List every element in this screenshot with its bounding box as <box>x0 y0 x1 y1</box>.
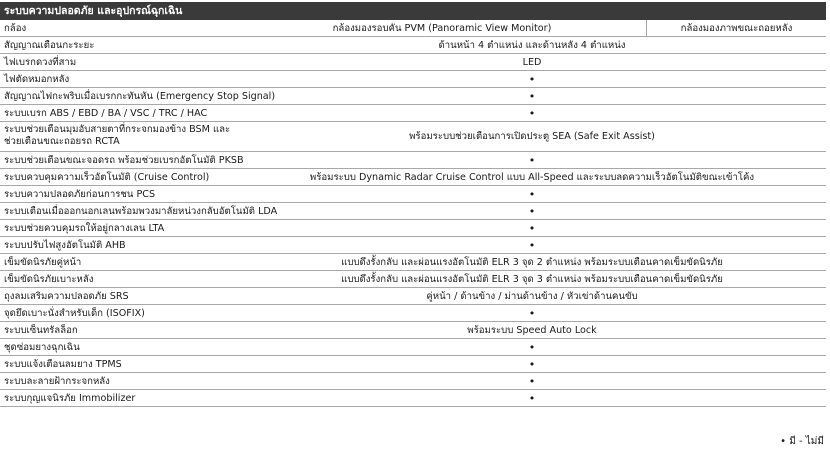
spec-row <box>0 288 826 305</box>
spec-label: จุดยึดเบาะนั่งสำหรับเด็ก (ISOFIX) <box>4 308 145 319</box>
spec-row <box>0 373 826 390</box>
spec-rows <box>0 37 826 407</box>
spec-row <box>0 54 826 71</box>
spec-row <box>0 88 826 105</box>
spec-row <box>0 71 826 88</box>
spec-row <box>0 169 826 186</box>
spec-value: • <box>528 222 536 235</box>
spec-row <box>0 322 826 339</box>
spec-label: ระบบช่วยเตือนขณะจอดรถ พร้อมช่วยเบรกอัตโนมัติ PKSB <box>4 155 244 166</box>
section-header: ระบบความปลอดภัย และอุปกรณ์ฉุกเฉิน <box>0 2 826 20</box>
spec-label: ไฟเบรกดวงที่สาม <box>4 57 77 68</box>
spec-value: คู่หน้า / ด้านข้าง / ม่านด้านข้าง / หัวเข่าด้านคนขับ <box>426 291 638 302</box>
spec-label: ระบบช่วยควบคุมรถให้อยู่กลางเลน LTA <box>4 223 165 234</box>
spec-label: เข็มขัดนิรภัยเบาะหลัง <box>4 274 94 285</box>
camera-label: กล้อง <box>4 23 27 34</box>
spec-value: พร้อมระบบ Speed Auto Lock <box>467 325 597 336</box>
spec-label: เข็มขัดนิรภัยคู่หน้า <box>4 257 82 268</box>
spec-label: ระบบช่วยเตือนมุมอับสายตาที่กระจกมองข้าง BSM และช่วยเตือนขณะถอยรถ RCTA <box>4 124 231 147</box>
spec-value: • <box>528 341 536 354</box>
spec-value: พร้อมระบบช่วยเตือนการเปิดประตู SEA (Safe Exit Assist) <box>409 131 655 142</box>
spec-value: • <box>528 154 536 167</box>
spec-label: สัญญาณไฟกะพริบเมื่อเบรกกะทันหัน (Emergency Stop Signal) <box>4 91 276 102</box>
spec-row <box>0 339 826 356</box>
spec-value: • <box>528 239 536 252</box>
spec-row <box>0 220 826 237</box>
spec-row <box>0 122 826 152</box>
spec-label: ระบบปรับไฟสูงอัตโนมัติ AHB <box>4 240 126 251</box>
spec-value: • <box>528 392 536 405</box>
spec-label: ระบบกุญแจนิรภัย Immobilizer <box>4 393 136 404</box>
legend: • มี - ไม่มี <box>780 436 824 447</box>
spec-label: ระบบเตือนเมื่อออกนอกเลนพร้อมพวงมาลัยหน่วงกลับอัตโนมัติ LDA <box>4 206 278 217</box>
spec-value: • <box>528 73 536 86</box>
spec-row <box>0 105 826 122</box>
spec-label: ระบบควบคุมความเร็วอัตโนมัติ (Cruise Control) <box>4 172 210 183</box>
spec-label: ระบบละลายฝ้ากระจกหลัง <box>4 376 110 387</box>
spec-row <box>0 305 826 322</box>
spec-row <box>0 356 826 373</box>
spec-label: ระบบเบรก ABS / EBD / BA / VSC / TRC / HAC <box>4 108 208 119</box>
spec-row <box>0 237 826 254</box>
spec-value: • <box>528 307 536 320</box>
spec-row <box>0 271 826 288</box>
spec-label: ระบบเซ็นทรัลล็อก <box>4 325 78 336</box>
spec-value: • <box>528 188 536 201</box>
spec-row <box>0 390 826 407</box>
spec-row <box>0 186 826 203</box>
spec-value: แบบดึงรั้งกลับ และผ่อนแรงอัตโนมัติ ELR 3 จุด 3 ตำแหน่ง พร้อมระบบเตือนคาดเข็มขัดนิรภัย <box>341 274 723 285</box>
spec-label: ไฟตัดหมอกหลัง <box>4 74 70 85</box>
spec-value: • <box>528 90 536 103</box>
spec-value: พร้อมระบบ Dynamic Radar Cruise Control แบบ All-Speed และระบบลดความเร็วอัตโนมัติขณะเข้าโค้ง <box>309 172 755 183</box>
spec-row <box>0 152 826 169</box>
camera-rear: กล้องมองภาพขณะถอยหลัง <box>680 23 793 34</box>
spec-label: ระบบแจ้งเตือนลมยาง TPMS <box>4 359 122 370</box>
spec-label: ชุดซ่อมยางฉุกเฉิน <box>4 342 80 353</box>
spec-row <box>0 254 826 271</box>
spec-row <box>0 37 826 54</box>
camera-row <box>0 20 826 37</box>
spec-label: ถุงลมเสริมความปลอดภัย SRS <box>4 291 129 302</box>
spec-value: • <box>528 107 536 120</box>
spec-label: สัญญาณเตือนกะระยะ <box>4 40 95 51</box>
spec-row <box>0 203 826 220</box>
camera-pvm: กล้องมองรอบคัน PVM (Panoramic View Monitor) <box>238 20 647 36</box>
safety-spec-table <box>0 2 826 407</box>
spec-value: แบบดึงรั้งกลับ และผ่อนแรงอัตโนมัติ ELR 3 จุด 2 ตำแหน่ง พร้อมระบบเตือนคาดเข็มขัดนิรภัย <box>341 257 723 268</box>
spec-value: • <box>528 205 536 218</box>
spec-label: ระบบความปลอดภัยก่อนการชน PCS <box>4 189 156 200</box>
spec-value: • <box>528 358 536 371</box>
spec-value: • <box>528 375 536 388</box>
spec-value: LED <box>522 57 542 68</box>
spec-value: ด้านหน้า 4 ตำแหน่ง และด้านหลัง 4 ตำแหน่ง <box>438 40 626 51</box>
